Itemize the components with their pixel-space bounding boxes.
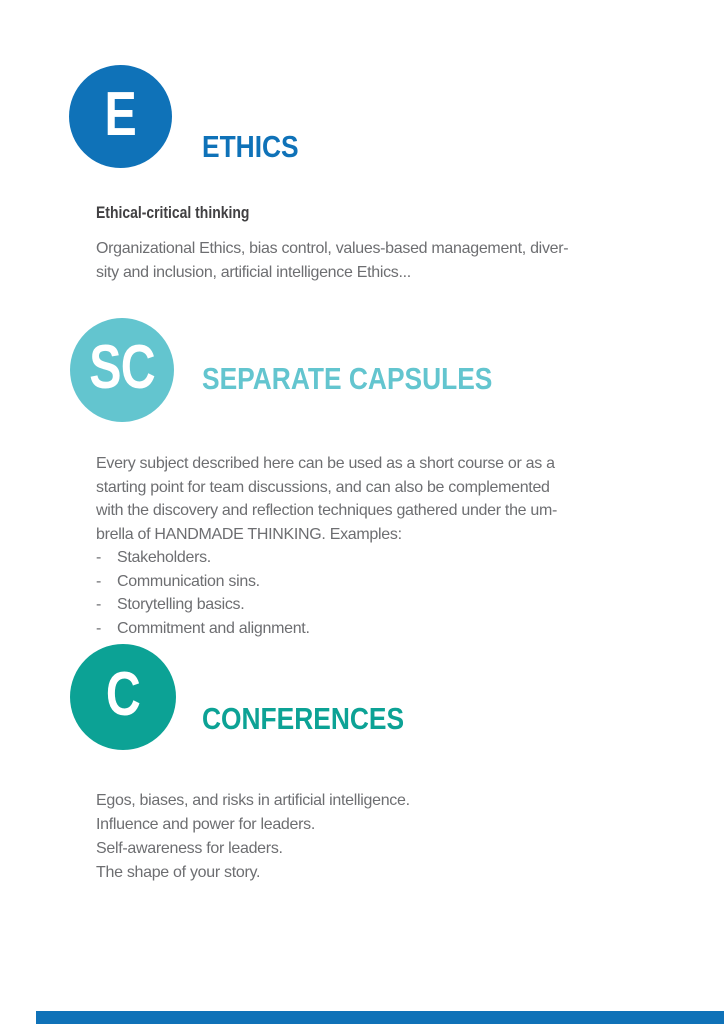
separate-capsules-badge-letters: SC [89, 333, 155, 402]
separate-capsules-badge-circle [70, 318, 174, 422]
conferences-badge-letter: C [105, 660, 141, 729]
ethics-badge-circle [69, 65, 172, 168]
ethics-body-text: Organizational Ethics, bias control, values-based management, diver- sity and inclusion, artificial intelligence Ethics... [96, 240, 569, 281]
ethics-section-title: ETHICS [202, 129, 299, 164]
ethics-subtitle: Ethical-critical thinking [96, 203, 250, 222]
separate-capsules-example-list: - Stakeholders. - Communication sins. - Storytelling basics. - Commitment and alignment. [96, 549, 310, 637]
conferences-section-title: CONFERENCES [202, 701, 405, 736]
conferences-badge-circle [70, 644, 176, 750]
ethics-badge-letter: E [104, 79, 137, 149]
footer-accent-bar [36, 1011, 724, 1024]
separate-capsules-paragraph: Every subject described here can be used as a short course or as a starting point for team discussions, and can also be complemented with the discovery and reflection techniques gathered under the um- brella of HANDMADE THINKING. Examples: [96, 455, 558, 543]
separate-capsules-body-text [96, 452, 557, 640]
separate-capsules-section-title: SEPARATE CAPSULES [202, 361, 493, 396]
conferences-body-text: Egos, biases, and risks in artificial intelligence. Influence and power for leaders. Self-awareness for leaders. The shape of your story. [96, 792, 410, 881]
